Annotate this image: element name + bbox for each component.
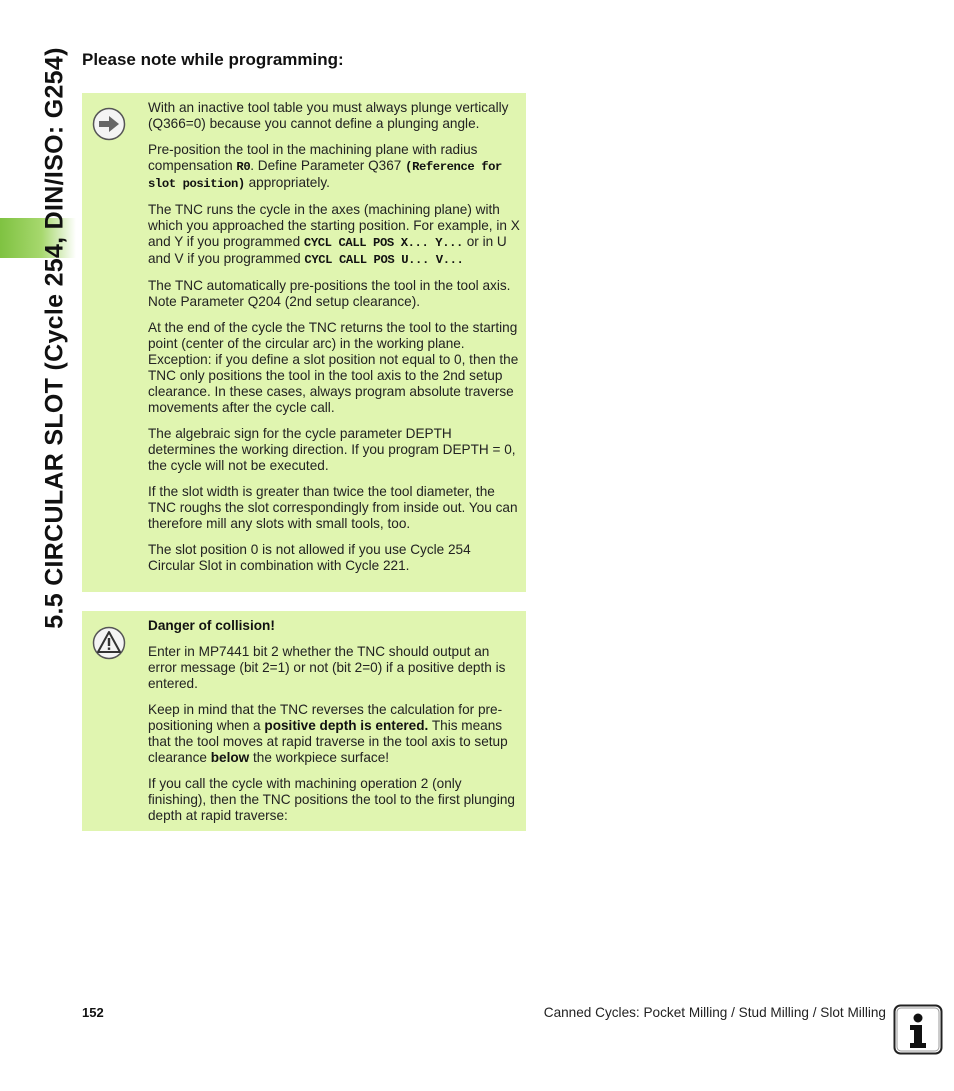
info-note <box>82 93 526 592</box>
warning-paragraph: Keep in mind that the TNC reverses the calculation for pre-positioning when a positive depth is entered. This means that the tool moves at rapid traverse in the tool axis to setup clearance below the workpiece surface! <box>148 702 508 765</box>
info-paragraph: The slot position 0 is not allowed if you use Cycle 254 Circular Slot in combination with Cycle 221. <box>148 542 471 573</box>
code-text: R0 <box>236 160 251 174</box>
section-heading: Please note while programming: <box>82 50 344 69</box>
info-paragraph: The algebraic sign for the cycle parameter DEPTH determines the working direction. If you program DEPTH = 0, the cycle will not be executed. <box>148 426 516 473</box>
code-text: CYCL CALL POS U... V... <box>304 253 464 267</box>
info-paragraph: The TNC runs the cycle in the axes (machining plane) with which you approached the starting position. For example, in X and Y if you programmed CYCL CALL POS X... Y... or in U and V if you programmed CYCL CALL POS U... V... <box>148 202 520 267</box>
code-text: CYCL CALL POS X... Y... <box>303 236 463 250</box>
arrow-right-icon <box>92 107 126 141</box>
info-paragraph: The TNC automatically pre-positions the tool in the tool axis. Note Parameter Q204 (2nd setup clearance). <box>148 278 511 309</box>
chapter-title: 5.5 CIRCULAR SLOT (Cycle 254, DIN/ISO: G254) <box>40 47 69 629</box>
warning-title: Danger of collision! <box>148 618 275 633</box>
info-note-text <box>148 100 520 584</box>
info-paragraph: If the slot width is greater than twice the tool diameter, the TNC roughs the slot correspondingly from inside out. You can therefore mill any slots with small tools, too. <box>148 484 518 531</box>
footer-chapter-text: Canned Cycles: Pocket Milling / Stud Milling / Slot Milling <box>543 1005 886 1020</box>
info-icon <box>893 1004 943 1055</box>
warning-triangle-icon <box>92 626 126 660</box>
warning-note-text <box>148 618 520 834</box>
info-paragraph: At the end of the cycle the TNC returns the tool to the starting point (center of the circular arc) in the working plane. Exception: if you define a slot position not equal to 0, then the TNC only positions the tool in the tool axis to the 2nd setup clearance. In these cases, always program absolute traverse movements after the cycle call. <box>148 320 519 415</box>
warning-paragraph: If you call the cycle with machining operation 2 (only finishing), then the TNC positions the tool to the first plunging depth at rapid traverse: <box>148 776 515 823</box>
warning-paragraph: Enter in MP7441 bit 2 whether the TNC should output an error message (bit 2=1) or not (bit 2=0) if a positive depth is entered. <box>148 644 506 691</box>
info-paragraph: Pre-position the tool in the machining plane with radius compensation R0. Define Parameter Q367 (Reference for slot position) appropriately. <box>148 142 502 191</box>
info-paragraph: With an inactive tool table you must always plunge vertically (Q366=0) because you cannot define a plunging angle. <box>148 100 509 131</box>
warning-note <box>82 611 526 831</box>
page-number: 152 <box>82 1005 104 1020</box>
code-text: (Reference for slot position) <box>148 160 502 191</box>
